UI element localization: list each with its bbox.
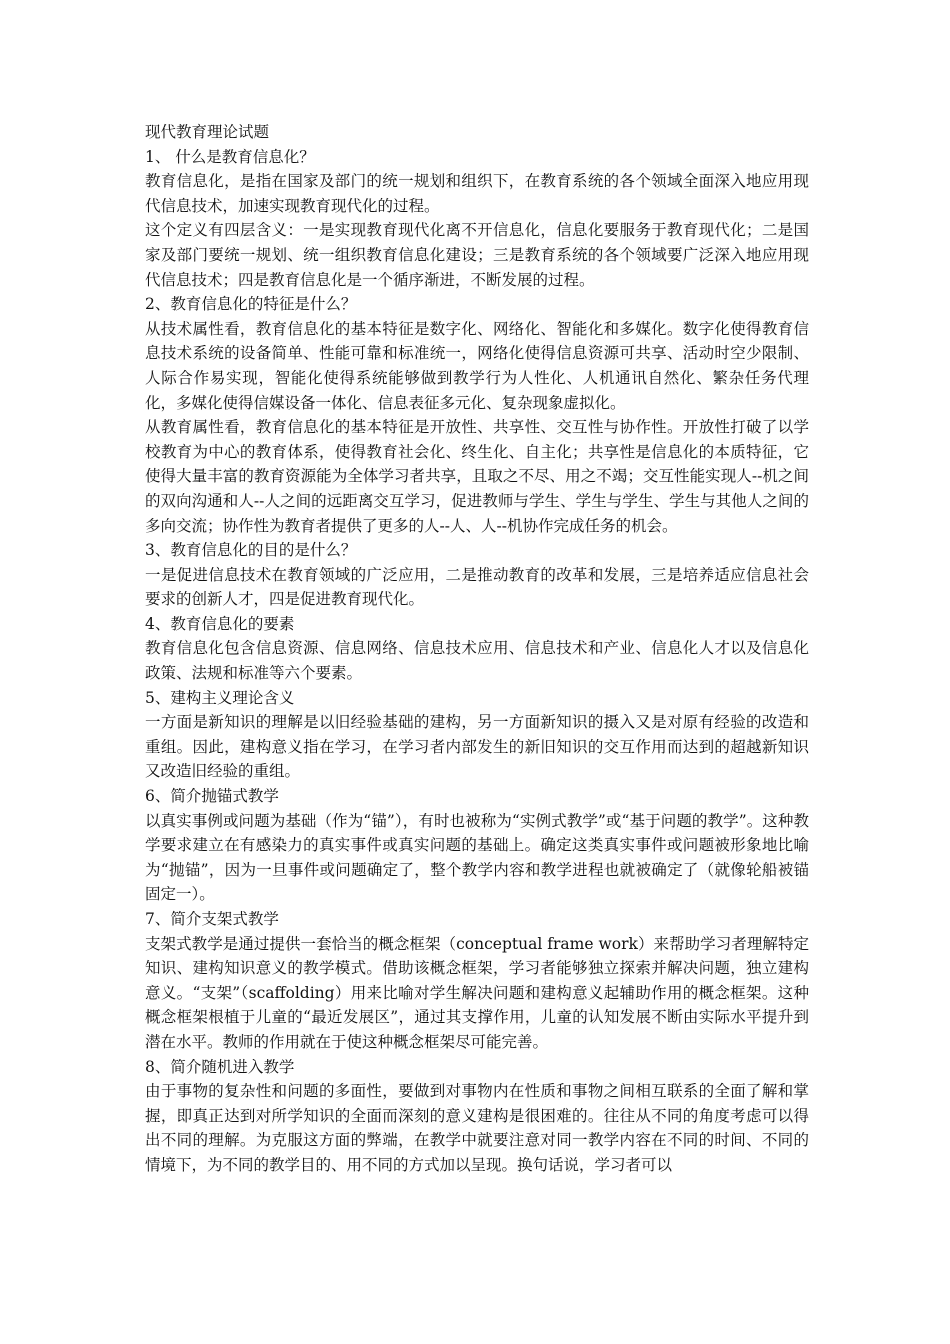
- question-heading: 1、 什么是教育信息化？: [145, 147, 315, 166]
- answer-paragraph: 从技术属性看，教育信息化的基本特征是数字化、网络化、智能化和多媒化。数字化使得教育信息技术系统的设备简单、性能可靠和标准统一，网络化使得信息资源可共享、活动时空少限制、人际合作易实现，智能化使得系统能够做到教学行为人性化、人机通讯自然化、繁杂任务代理化，多媒化使得信媒设备一体化、信息表征多元化、复杂现象虚拟化。: [145, 319, 809, 412]
- section-6: [145, 784, 809, 907]
- answer-paragraph: 从教育属性看，教育信息化的基本特征是开放性、共享性、交互性与协作性。开放性打破了以学校教育为中心的教育体系，使得教育社会化、终生化、自主化；共享性是信息化的本质特征，它使得大量丰富的教育资源能为全体学习者共享，且取之不尽、用之不竭；交互性能实现人--机之间的双向沟通和人--人之间的远距离交互学习，促进教师与学生、学生与学生、学生与其他人之间的多向交流；协作性为教育者提供了更多的人--人、人--机协作完成任务的机会。: [145, 418, 809, 535]
- section-5: [145, 686, 809, 784]
- section-1: [145, 145, 809, 293]
- answer-paragraph: 以真实事例或问题为基础（作为“锚”），有时也被称为“实例式教学”或“基于问题的教学”。这种教学要求建立在有感染力的真实事件或真实问题的基础上。确定这类真实事件或问题被形象地比喻为“抛锚”，因为一旦事件或问题确定了，整个教学内容和教学进程也就被确定了（就像轮船被锚固定一）。: [145, 811, 809, 904]
- question-heading: 3、教育信息化的目的是什么？: [145, 541, 357, 560]
- answer-paragraph: 教育信息化包含信息资源、信息网络、信息技术应用、信息技术和产业、信息化人才以及信息化政策、法规和标准等六个要素。: [145, 639, 809, 683]
- section-8: [145, 1055, 809, 1178]
- answer-paragraph: 这个定义有四层含义：一是实现教育现代化离不开信息化，信息化要服务于教育现代化；二是国家及部门要统一规划、统一组织教育信息化建设；三是教育系统的各个领域要广泛深入地应用现代信息技术；四是教育信息化是一个循序渐进，不断发展的过程。: [145, 221, 809, 289]
- section-3: [145, 538, 809, 612]
- answer-paragraph: 教育信息化，是指在国家及部门的统一规划和组织下，在教育系统的各个领域全面深入地应用现代信息技术，加速实现教育现代化的过程。: [145, 172, 809, 215]
- question-heading: 6、简介抛锚式教学: [145, 787, 279, 806]
- question-heading: 5、建构主义理论含义: [145, 688, 295, 707]
- question-heading: 8、简介随机进入教学: [145, 1057, 295, 1076]
- section-2: [145, 292, 809, 538]
- question-heading: 2、教育信息化的特征是什么？: [145, 295, 357, 314]
- document-page: [145, 120, 809, 1178]
- answer-paragraph: 一是促进信息技术在教育领域的广泛应用，二是推动教育的改革和发展，三是培养适应信息社会要求的创新人才，四是促进教育现代化。: [145, 565, 809, 609]
- answer-paragraph: 由于事物的复杂性和问题的多面性，要做到对事物内在性质和事物之间相互联系的全面了解和掌握，即真正达到对所学知识的全面而深刻的意义建构是很困难的。往往从不同的角度考虑可以得出不同的理解。为克服这方面的弊端，在教学中就要注意对同一教学内容在不同的时间、不同的情境下，为不同的教学目的、用不同的方式加以呈现。换句话说，学习者可以: [145, 1082, 809, 1174]
- section-7: [145, 907, 809, 1055]
- answer-paragraph: 支架式教学是通过提供一套恰当的概念框架（conceptual frame work）来帮助学习者理解特定知识、建构知识意义的教学模式。借助该概念框架，学习者能够独立探索并解决问题，独立建构意义。“支架”（scaffolding）用来比喻对学生解决问题和建构意义起辅助作用的概念框架。这种概念框架根植于儿童的“最近发展区”，通过其支撑作用，儿童的认知发展不断由实际水平提升到潜在水平。教师的作用就在于使这种概念框架尽可能完善。: [145, 934, 809, 1051]
- question-heading: 7、简介支架式教学: [145, 910, 279, 928]
- question-heading: 4、教育信息化的要素: [145, 614, 295, 633]
- section-4: [145, 612, 809, 686]
- answer-paragraph: 一方面是新知识的理解是以旧经验基础的建构，另一方面新知识的摄入又是对原有经验的改造和重组。因此，建构意义指在学习，在学习者内部发生的新旧知识的交互作用而达到的超越新知识又改造旧经验的重组。: [145, 713, 809, 781]
- document-title: 现代教育理论试题: [145, 123, 270, 141]
